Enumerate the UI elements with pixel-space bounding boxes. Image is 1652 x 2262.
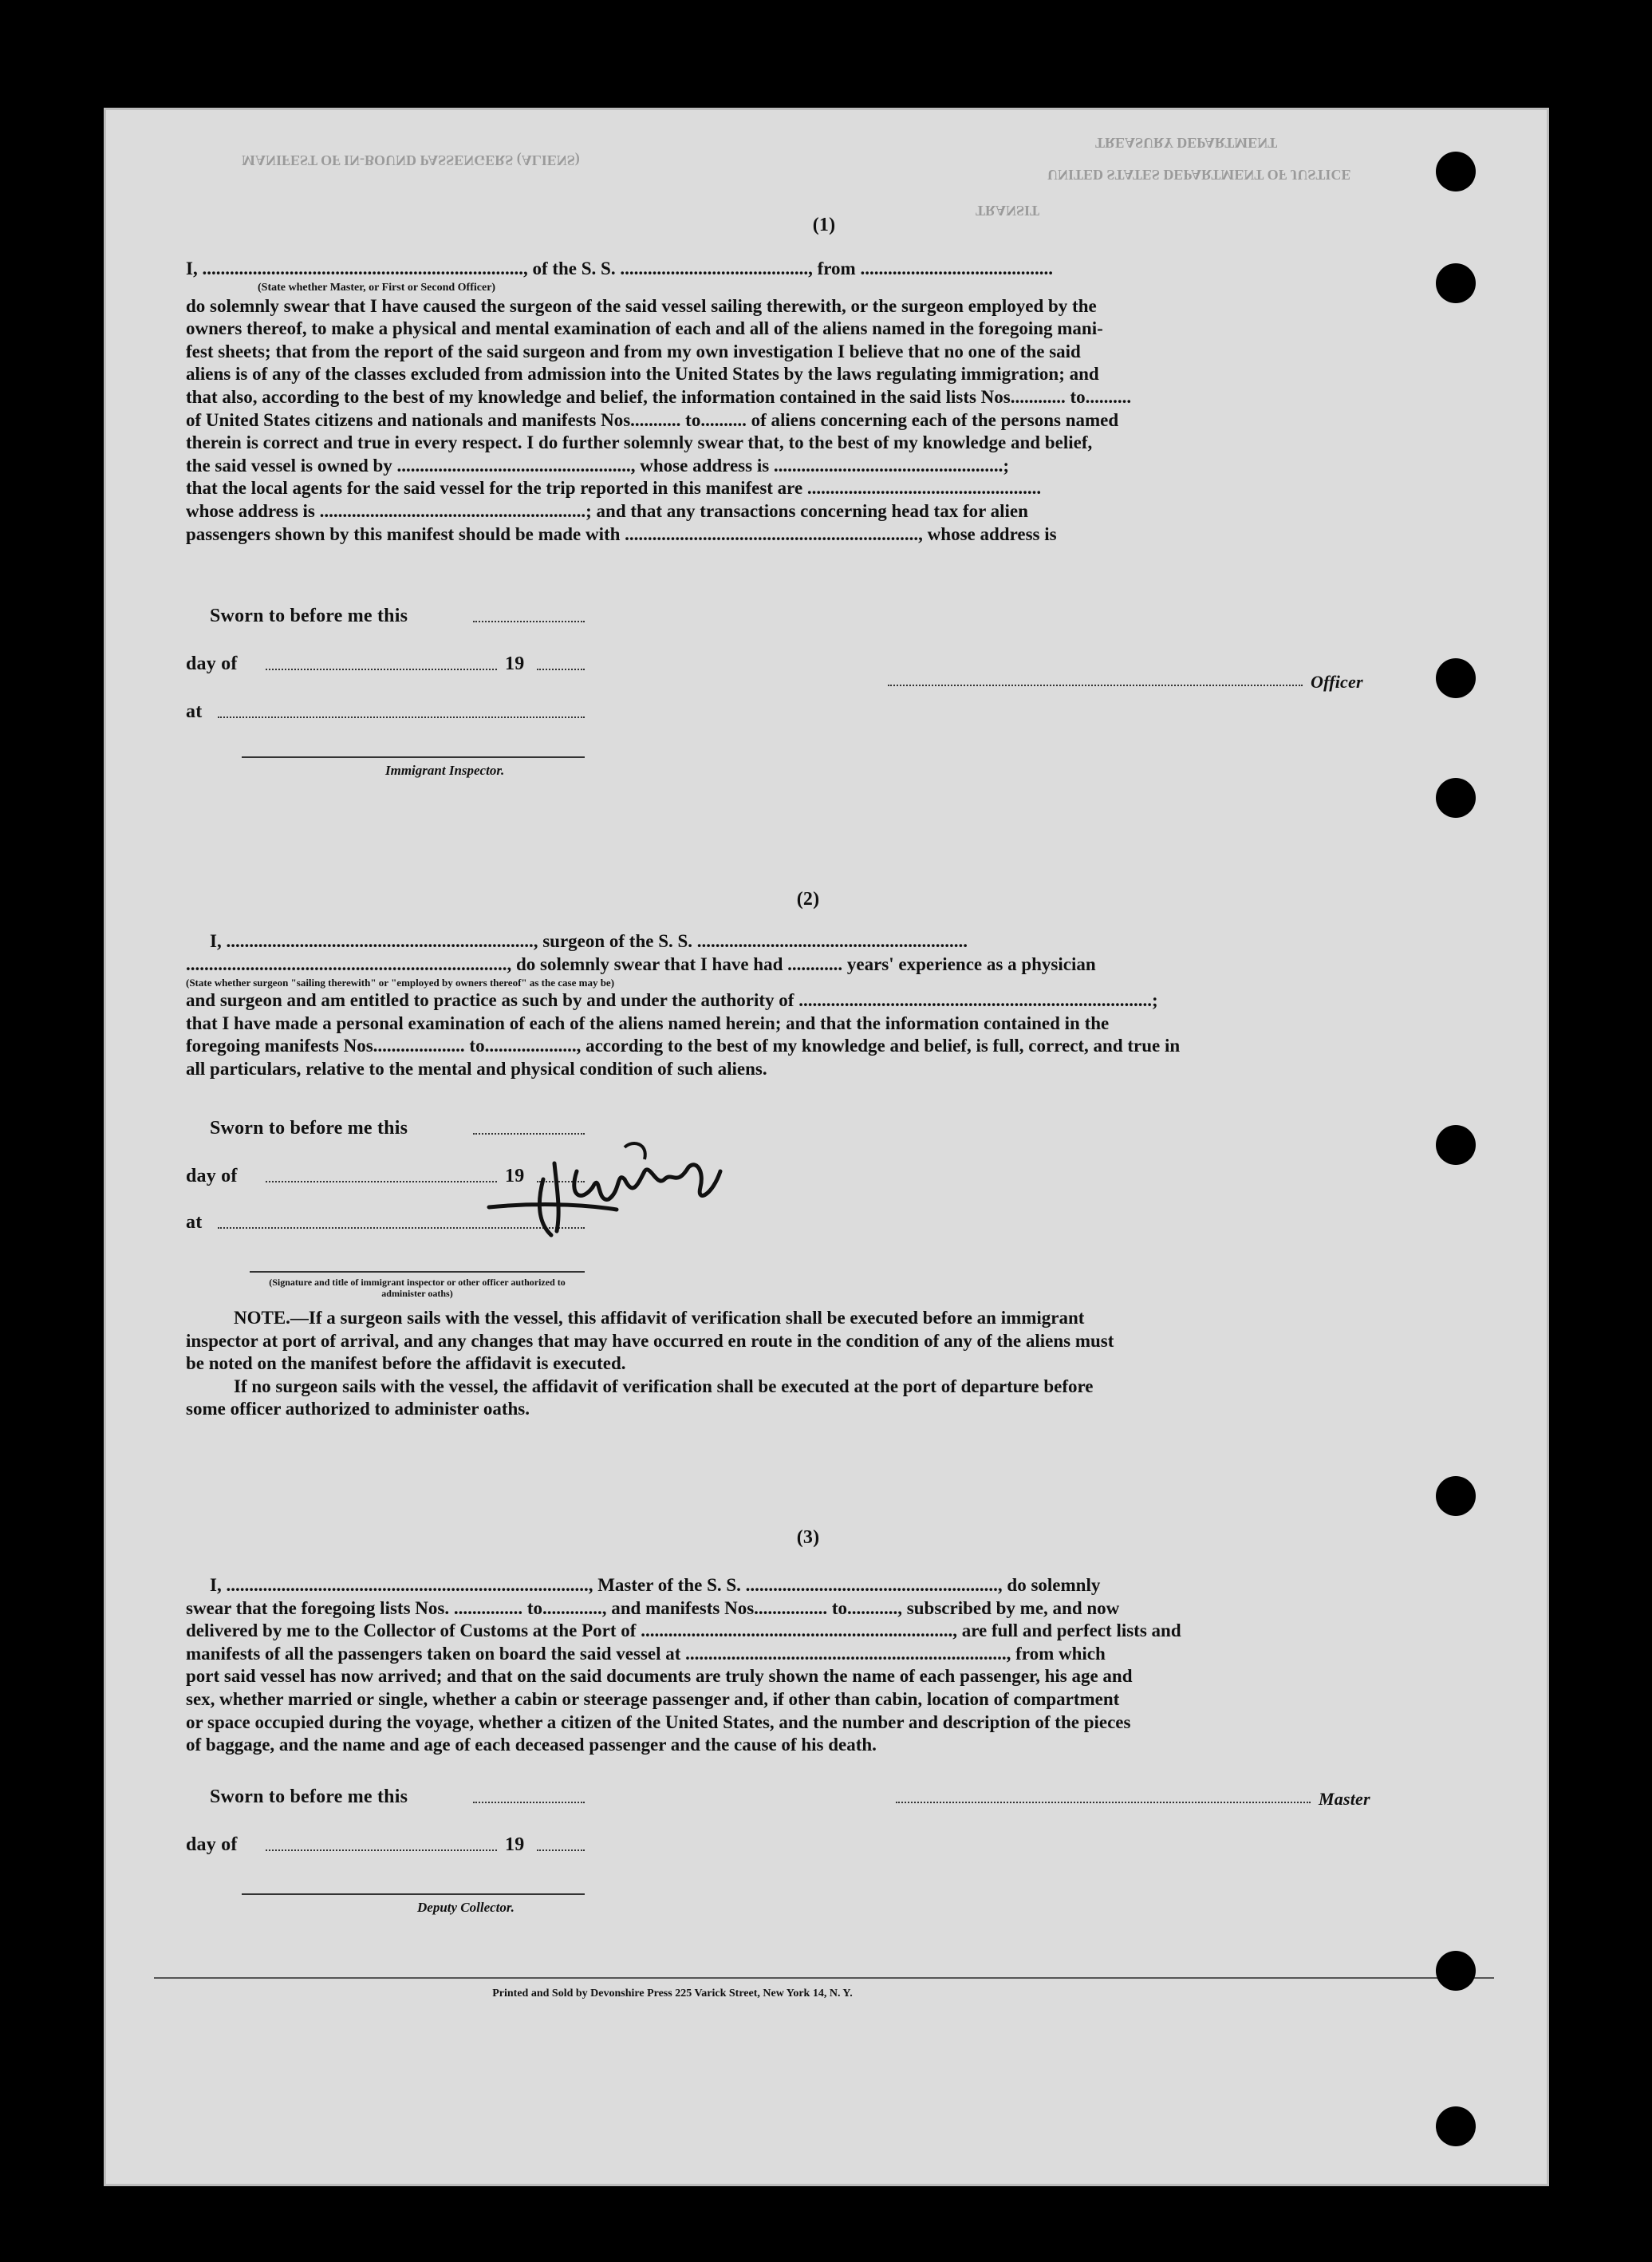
bleed-through-justice: UNITED STATES DEPARTMENT OF JUSTICE	[1047, 167, 1351, 183]
section-3-year-label: 19	[505, 1834, 525, 1855]
section-2-line: I, ..................................................................., surgeon of the S. S. ...........................................................	[210, 931, 968, 951]
bleed-through-transit: TRANSIT	[976, 203, 1040, 219]
bleed-through-dept: TREASURY DEPARTMENT	[1095, 135, 1278, 151]
printer-imprint: Printed and Sold by Devonshire Press 225 Varick Street, New York 14, N. Y.	[492, 1988, 853, 1999]
section-1-line: do solemnly swear that I have caused the surgeon of the said vessel sailing therewith, or the surgeon employed by the	[186, 295, 1097, 316]
note-line: some officer authorized to administer oaths.	[186, 1399, 530, 1419]
binder-hole	[1436, 1951, 1476, 1991]
section-3-day-blank	[266, 1849, 497, 1851]
section-2-year-label: 19	[505, 1166, 525, 1186]
section-3-line: swear that the foregoing lists Nos. ............... to............., and manifests Nos................ to..........., subscribed by me, and now	[186, 1597, 1120, 1618]
bleed-through-title: MANIFEST OF IN-BOUND PASSENGERS (ALIENS)	[242, 152, 580, 168]
note-line: If no surgeon sails with the vessel, the affidavit of verification shall be executed at the port of departure before	[234, 1376, 1094, 1396]
section-1-inspector-line	[242, 756, 585, 758]
section-3-line: I, ..............................................................................., Master of the S. S. ......................................................., do solemnly	[210, 1575, 1101, 1595]
section-3-line: delivered by me to the Collector of Customs at the Port of ...................................................................., are full and perfect lists and	[186, 1621, 1181, 1641]
section-2-surgeon-note: (State whether surgeon "sailing therewith" or "employed by owners thereof" as the case may be)	[186, 977, 615, 989]
note-line: NOTE.—If a surgeon sails with the vessel, this affidavit of verification shall be executed before an immigrant	[234, 1308, 1085, 1328]
section-2-line: that I have made a personal examination of each of the aliens named herein; and that the information contained in the	[186, 1013, 1110, 1033]
section-1-line: I, ......................................................................, of the S. S. ........................................., from ..........................................	[186, 259, 1053, 278]
section-2-signature-line	[250, 1271, 585, 1273]
section-3-line: manifests of all the passengers taken on board the said vessel at ......................................................................, from which	[186, 1643, 1106, 1664]
section-3-master-blank	[896, 1802, 1311, 1803]
document-page	[104, 108, 1549, 2186]
section-3-line: sex, whether married or single, whether a cabin or steerage passenger and, if other than cabin, location of compartment	[186, 1688, 1120, 1709]
section-3-master-label: Master	[1319, 1789, 1370, 1809]
section-3-sworn-blank	[473, 1802, 585, 1803]
binder-hole	[1436, 658, 1476, 698]
section-2-sworn-label: Sworn to before me this	[210, 1118, 408, 1139]
section-3-line: or space occupied during the voyage, whether a citizen of the United States, and the number and description of the pieces	[186, 1711, 1131, 1732]
section-1-line: that also, according to the best of my knowledge and belief, the information contained in the said lists Nos............ to..........	[186, 386, 1132, 407]
binder-hole	[1436, 1125, 1476, 1165]
binder-hole	[1436, 1476, 1476, 1516]
note-line: be noted on the manifest before the affidavit is executed.	[186, 1353, 626, 1374]
section-2-at-label: at	[186, 1212, 203, 1233]
section-1-line: fest sheets; that from the report of the said surgeon and from my own investigation I believe that no one of the said	[186, 341, 1081, 361]
section-2-line: and surgeon and am entitled to practice as such by and under the authority of .............................................................................;	[186, 990, 1158, 1011]
section-1-master-note: (State whether Master, or First or Second Officer)	[258, 281, 496, 294]
section-1-inspector-label: Immigrant Inspector.	[385, 763, 505, 778]
section-2-oath-text	[186, 930, 1478, 1081]
section-1-line: therein is correct and true in every respect. I do further solemnly swear that, to the best of my knowledge and belief,	[186, 432, 1093, 453]
section-1-day-blank	[266, 669, 497, 670]
section-3-oath-text	[186, 1574, 1478, 1757]
verification-note	[186, 1307, 1478, 1421]
section-2-line: ......................................................................, do solemnly swear that I have had ............ years' experience as a physician	[186, 953, 1096, 974]
section-2-day-label: day of	[186, 1166, 238, 1186]
section-1-day-label: day of	[186, 653, 238, 674]
section-1-line: aliens is of any of the classes excluded from admission into the United States by the laws regulating immigration; and	[186, 364, 1099, 385]
handwritten-signature	[481, 1123, 744, 1243]
section-3-collector-line	[242, 1893, 585, 1895]
section-3-line: port said vessel has now arrived; and that on the said documents are truly shown the name of each passenger, his age and	[186, 1666, 1133, 1687]
binder-hole	[1436, 2106, 1476, 2146]
binder-hole	[1436, 152, 1476, 191]
section-3-collector-label: Deputy Collector.	[417, 1900, 515, 1915]
section-1-line: of United States citizens and nationals and manifests Nos........... to.......... of aliens concerning each of the persons named	[186, 409, 1119, 430]
section-1-oath-text	[186, 258, 1478, 546]
binder-hole	[1436, 778, 1476, 818]
section-1-line: the said vessel is owned by ..................................................., whose address is ..................................................;	[186, 455, 1010, 476]
section-3-number: (3)	[796, 1527, 820, 1548]
section-1-at-blank	[218, 716, 585, 718]
section-3-line: of baggage, and the name and age of each deceased passenger and the cause of his death.	[186, 1735, 877, 1755]
section-1-line: that the local agents for the said vessel for the trip reported in this manifest are ...................................................	[186, 478, 1042, 499]
section-2-line: all particulars, relative to the mental and physical condition of such aliens.	[186, 1058, 767, 1079]
section-1-line: owners thereof, to make a physical and mental examination of each and all of the aliens named in the foregoing mani-	[186, 318, 1103, 339]
section-1-line: passengers shown by this manifest should be made with ................................................................, whose address is	[186, 523, 1057, 544]
section-3-sworn-label: Sworn to before me this	[210, 1786, 408, 1807]
section-3-year-blank	[537, 1849, 585, 1851]
section-3-day-label: day of	[186, 1834, 238, 1855]
section-1-sworn-blank	[473, 621, 585, 622]
section-1-year-blank	[537, 669, 585, 670]
section-1-at-label: at	[186, 701, 203, 722]
section-1-number: (1)	[812, 215, 836, 235]
footer-rule	[154, 1977, 1494, 1979]
section-2-day-blank	[266, 1181, 497, 1182]
section-1-officer-blank	[888, 685, 1303, 686]
section-2-number: (2)	[796, 889, 820, 910]
section-2-line: foregoing manifests Nos.................... to...................., according to the best of my knowledge and belief, is full, correct, and true in	[186, 1036, 1181, 1056]
section-1-year-label: 19	[505, 653, 525, 674]
section-1-line: whose address is ..........................................................; and that any transactions concerning head tax for alien	[186, 500, 1028, 521]
note-line: inspector at port of arrival, and any changes that may have occurred en route in the condition of any of the aliens must	[186, 1330, 1114, 1351]
binder-hole	[1436, 263, 1476, 303]
section-1-officer-label: Officer	[1311, 672, 1363, 692]
section-2-signature-note: (Signature and title of immigrant inspector or other officer authorized to administer oaths)	[269, 1277, 566, 1299]
section-1-sworn-label: Sworn to before me this	[210, 606, 408, 626]
